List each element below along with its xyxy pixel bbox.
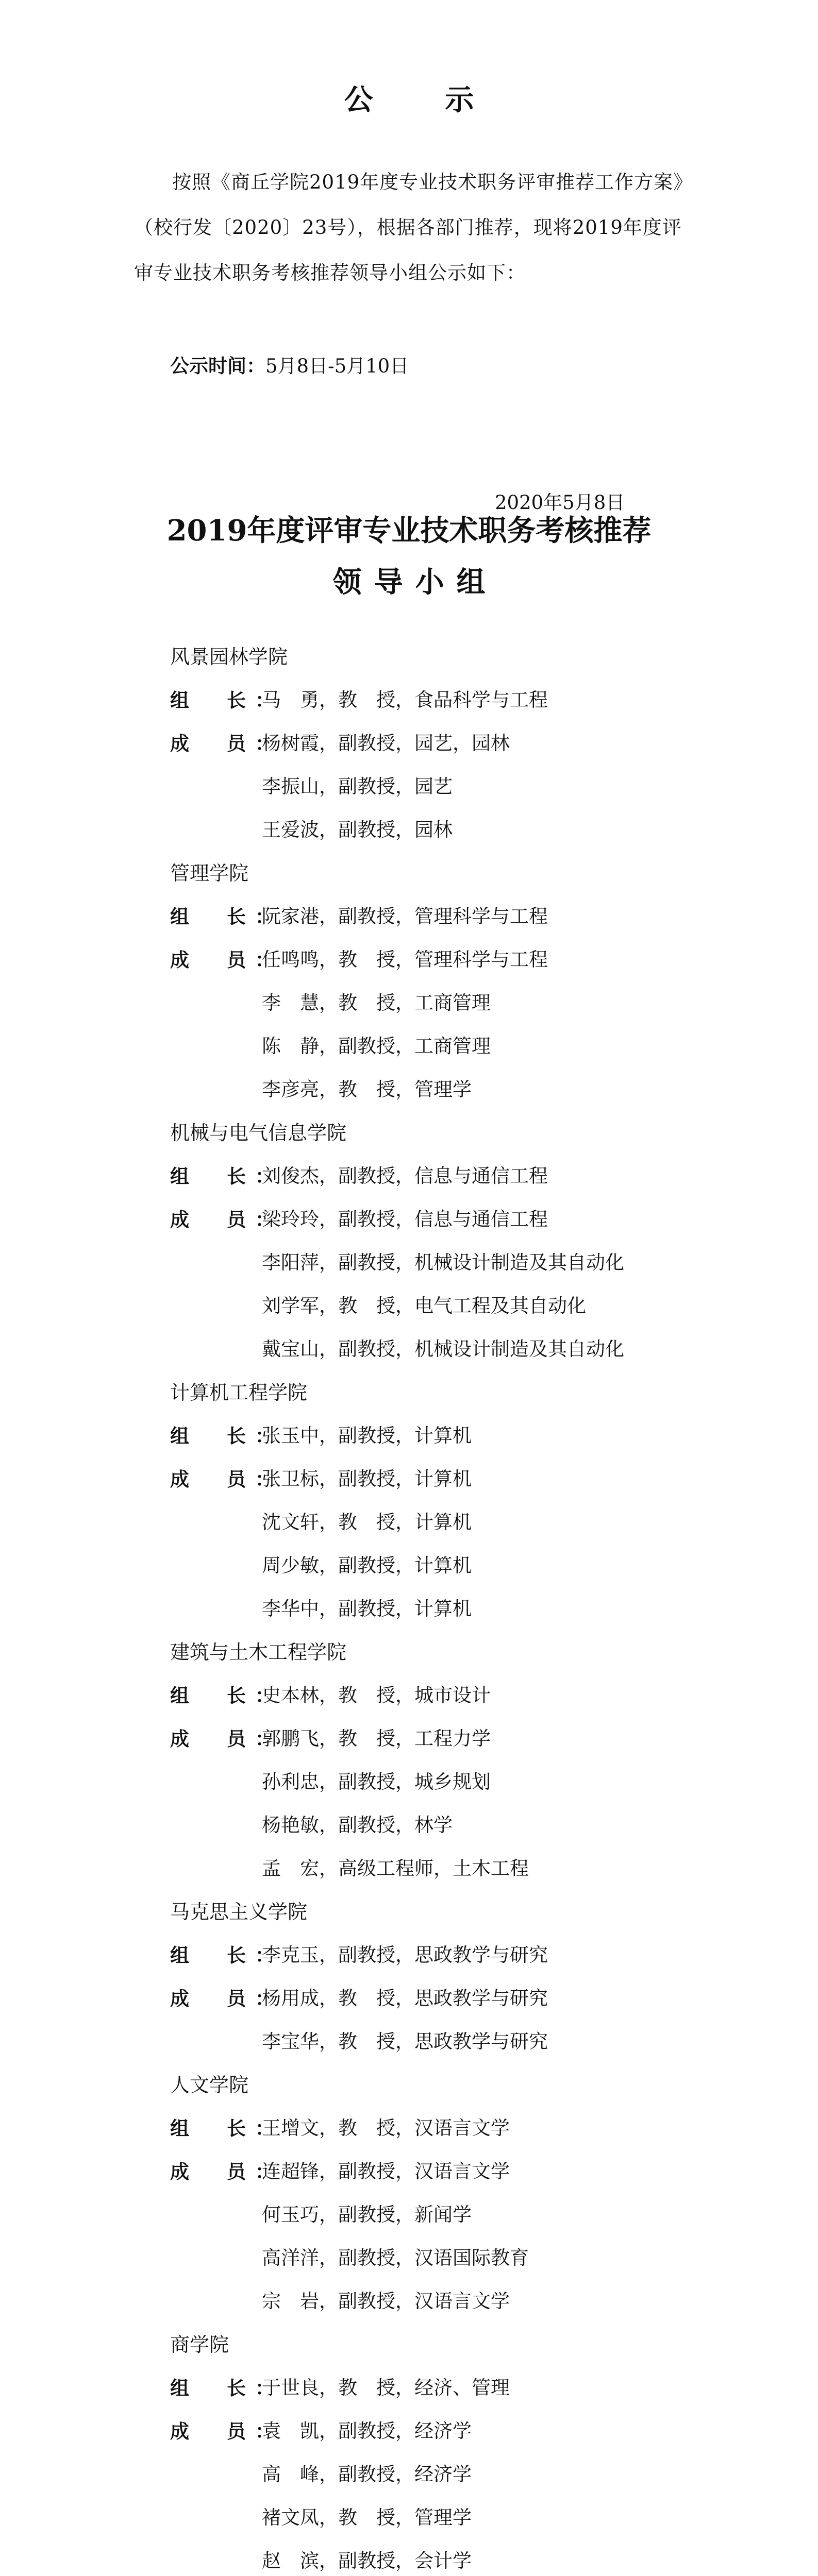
member-info: 连超锋，副教授，汉语言文学 <box>262 2160 510 2182</box>
member-info: 陈 静，副教授，工商管理 <box>262 1035 491 1057</box>
member-info: 杨艳敏，副教授，林学 <box>262 1814 453 1836</box>
member-info: 周少敏，副教授，计算机 <box>262 1554 472 1577</box>
notice-title: 公 示 <box>344 83 505 117</box>
member-info: 阮家港，副教授，管理科学与工程 <box>262 905 548 927</box>
member-info: 戴宝山，副教授，机械设计制造及其自动化 <box>262 1338 624 1360</box>
member-info: 何玉巧，副教授，新闻学 <box>262 2204 472 2226</box>
member-info: 刘俊杰，副教授，信息与通信工程 <box>262 1165 548 1187</box>
college-name: 马克思主义学院 <box>170 1901 308 1923</box>
member-info: 郭鹏飞，教 授，工程力学 <box>262 1727 491 1750</box>
member-role: 组 长： <box>170 1425 283 1447</box>
member-info: 史本林，教 授，城市设计 <box>262 1684 491 1706</box>
member-role: 成 员： <box>170 948 283 971</box>
member-role: 成 员： <box>170 1727 283 1750</box>
college-name: 管理学院 <box>170 862 249 885</box>
member-role: 成 员： <box>170 732 283 755</box>
document-date: 2020年5月8日 <box>495 492 625 514</box>
member-info: 褚文凤，教 授，管理学 <box>262 2506 472 2529</box>
member-info: 李振山，副教授，园艺 <box>262 775 453 798</box>
group-title-line2: 领导小组 <box>332 565 498 599</box>
member-role: 组 长： <box>170 1165 283 1188</box>
member-info: 高洋洋，副教授，汉语国际教育 <box>262 2247 529 2269</box>
college-name: 机械与电气信息学院 <box>170 1122 347 1144</box>
member-info: 马 勇，教 授，食品科学与工程 <box>262 689 548 711</box>
member-info: 高 峰，副教授，经济学 <box>262 2463 472 2485</box>
member-info: 于世良，教 授，经济、管理 <box>262 2377 510 2399</box>
member-info: 李 慧，教 授，工商管理 <box>262 992 491 1014</box>
member-role: 成 员： <box>170 2420 283 2443</box>
member-info: 孟 宏，高级工程师，土木工程 <box>262 1857 529 1879</box>
member-info: 沈文轩，教 授，计算机 <box>262 1511 472 1533</box>
member-info: 袁 凯，副教授，经济学 <box>262 2420 472 2442</box>
member-info: 李克玉，副教授，思政教学与研究 <box>262 1944 548 1966</box>
member-role: 成 员： <box>170 1468 283 1490</box>
member-role: 组 长： <box>170 2377 283 2399</box>
member-info: 张玉中，副教授，计算机 <box>262 1425 472 1447</box>
member-role: 成 员： <box>170 1208 283 1231</box>
intro-paragraph: 按照《商丘学院2019年度专业技术职务评审推荐工作方案》（校行发〔2020〕23号），根据各部门推荐，现将2019年度评审专业技术职务考核推荐领导小组公示如下： <box>134 171 693 284</box>
member-info: 张卫标，副教授，计算机 <box>262 1468 472 1490</box>
member-info: 李彦亮，教 授，管理学 <box>262 1078 472 1100</box>
college-name: 计算机工程学院 <box>170 1381 308 1404</box>
period-value: 5月8日-5月10日 <box>265 355 409 377</box>
college-name: 风景园林学院 <box>170 646 288 668</box>
member-role: 组 长： <box>170 1944 283 1967</box>
member-role: 成 员： <box>170 2160 283 2183</box>
member-info: 梁玲玲，副教授，信息与通信工程 <box>262 1208 548 1230</box>
member-info: 赵 滨，副教授，会计学 <box>262 2550 472 2572</box>
member-role: 成 员： <box>170 1987 283 2010</box>
member-info: 刘学军，教 授，电气工程及其自动化 <box>262 1295 586 1317</box>
member-info: 王增文，教 授，汉语言文学 <box>262 2117 510 2139</box>
member-info: 孙利忠，副教授，城乡规划 <box>262 1771 491 1793</box>
member-role: 组 长： <box>170 905 283 928</box>
college-name: 建筑与土木工程学院 <box>170 1641 347 1664</box>
member-role: 组 长： <box>170 689 283 711</box>
member-info: 李阳萍，副教授，机械设计制造及其自动化 <box>262 1251 624 1274</box>
member-info: 杨树霞，副教授，园艺，园林 <box>262 732 510 754</box>
member-role: 组 长： <box>170 2117 283 2140</box>
member-info: 李宝华，教 授，思政教学与研究 <box>262 2030 548 2053</box>
member-info: 王爱波，副教授，园林 <box>262 819 453 841</box>
member-info: 任鸣鸣，教 授，管理科学与工程 <box>262 948 548 971</box>
member-info: 宗 岩，副教授，汉语言文学 <box>262 2290 510 2312</box>
group-title-line1: 2019年度评审专业技术职务考核推荐 <box>166 514 652 548</box>
period-label: 公示时间： <box>170 354 265 377</box>
member-info: 李华中，副教授，计算机 <box>262 1598 472 1620</box>
member-info: 杨用成，教 授，思政教学与研究 <box>262 1987 548 2009</box>
college-name: 商学院 <box>170 2333 229 2356</box>
college-name: 人文学院 <box>170 2074 249 2096</box>
notice-period <box>170 350 409 378</box>
member-role: 组 长： <box>170 1684 283 1707</box>
